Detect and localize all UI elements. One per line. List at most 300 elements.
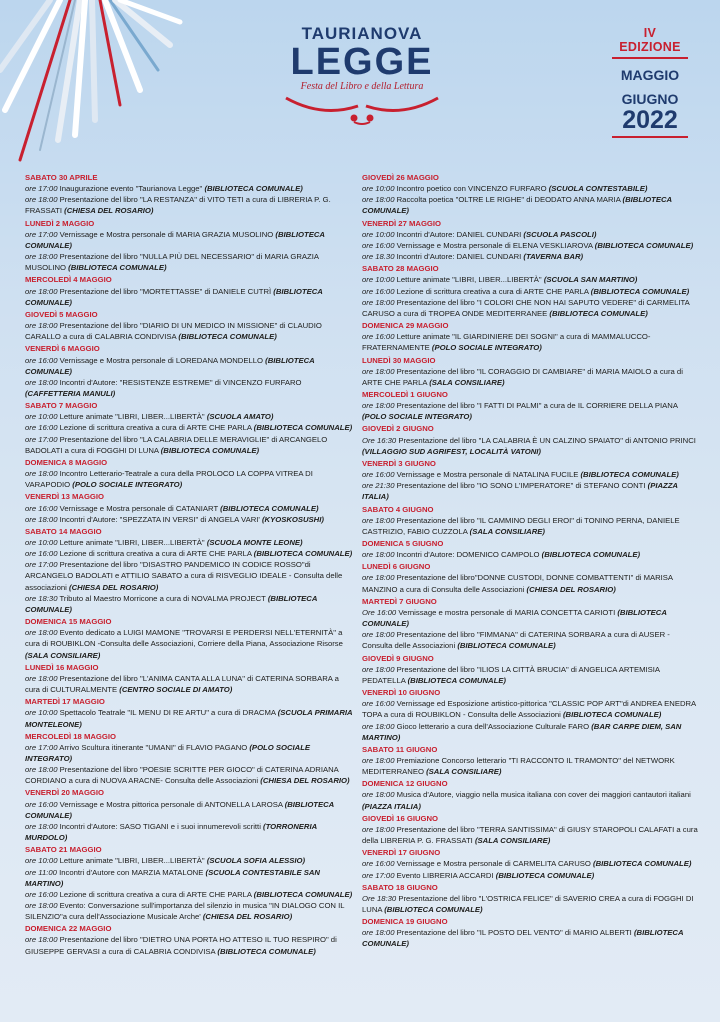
event-venue: (BIBLIOTECA COMUNALE)	[25, 229, 325, 250]
event-description: Presentazione del libro "LA RESTANZA" di VITO TETI a cura di LIBRERIA P. G. FRASSATI	[25, 195, 331, 216]
event-item	[362, 240, 698, 251]
event-time: Ore 16:00	[362, 607, 397, 617]
event-time: ore 18:00	[25, 469, 58, 479]
event-description: Vernissage e Mostra pittorica personale di ANTONELLA LAROSA	[59, 799, 283, 809]
event-day	[362, 596, 698, 652]
event-venue: (BIBLIOTECA COMUNALE)	[541, 550, 641, 560]
event-item	[25, 355, 355, 377]
event-day	[362, 538, 698, 560]
event-time: ore 10:00	[25, 412, 58, 422]
event-item	[362, 789, 698, 811]
event-description: Lezione di scrittura creativa a cura di ARTE CHE PARLA	[59, 423, 252, 433]
event-venue: (BIBLIOTECA COMUNALE)	[25, 593, 318, 614]
event-day	[362, 172, 698, 217]
event-description: Evento dedicato a LUIGI MAMONE "TROVARSI E PERDERSI NELL'ETERNITÀ" a cura di ROUBIKLON -Consulta delle Associazioni, Corriere della Piana, Associazione Risorse	[25, 628, 343, 649]
event-description: Presentazione del libro "IL POSTO DEL VENTO" di MARIO ALBERTI	[396, 928, 632, 938]
event-time: ore 18:30	[25, 593, 58, 603]
event-time: ore 18:00	[362, 721, 395, 731]
event-description: Incontri d'Autore: DOMENICO CAMPOLO	[396, 550, 540, 560]
event-date: MERCOLEDÌ 4 MAGGIO	[25, 275, 112, 285]
event-description: Inaugurazione evento "Taurianova Legge"	[59, 184, 203, 194]
event-time: ore 18:00	[362, 790, 395, 800]
event-time: ore 16:00	[25, 423, 58, 433]
event-venue: (BIBLIOTECA COMUNALE)	[407, 675, 506, 685]
event-item	[25, 251, 355, 273]
event-venue: (CHIESA DEL ROSARIO)	[202, 912, 293, 922]
event-description: Letture animate "LIBRI, LIBER...LIBERTÀ"	[59, 856, 205, 866]
event-day	[362, 778, 698, 811]
event-item	[362, 480, 698, 502]
event-description: Presentazione del libro "ILIOS LA CITTÀ BRUCIA" di ANGELICA ARTEMISIA PEDATELLA	[362, 664, 660, 685]
event-description: Letture animate "IL GIARDINIERE DEI SOGNI" a cura di MAMMALUCCO-FRATERNAMENTE	[362, 332, 651, 353]
event-item	[362, 629, 698, 651]
event-time: ore 17:00	[362, 870, 395, 880]
event-venue: (BIBLIOTECA COMUNALE)	[362, 195, 672, 216]
event-time: ore 16:00	[25, 889, 58, 899]
event-venue: (BIBLIOTECA COMUNALE)	[362, 607, 667, 629]
event-item	[25, 627, 355, 660]
event-day	[25, 343, 355, 399]
event-description: Vernissage e Mostra personale di CARMELITA CARUSO	[396, 859, 591, 869]
event-description: Presentazione del libro "TERRA SANTISSIMA" di GIUSY STAROPOLI CALAFATI a cura della LIBRERIA P. G. FRASSATI	[362, 824, 698, 846]
event-description: Presentazione del libro "NULLA PIÙ DEL NECESSARIO" di MARIA GRAZIA MUSOLINO	[25, 252, 319, 273]
event-time: ore 18:00	[362, 515, 395, 525]
event-item	[362, 870, 698, 881]
event-date: LUNEDÌ 16 MAGGIO	[25, 662, 99, 672]
event-venue: (SCUOLA AMATO)	[206, 412, 274, 422]
event-venue: (BIBLIOTECA COMUNALE)	[593, 859, 692, 869]
event-time: ore 18:00	[362, 297, 395, 307]
event-date: LUNEDÌ 30 MAGGIO	[362, 355, 436, 365]
event-description: Evento: Conversazione sull'importanza del silenzio in musica "IN DIALOGO CON IL SILENZIO"a cura dell'Associazione Musicale Arche'	[25, 901, 345, 922]
event-date: VENERDÌ 17 GIUGNO	[362, 848, 441, 858]
event-time: ore 18:00	[25, 935, 58, 945]
event-venue: (SCUOLA PRIMARIA MONTELEONE)	[25, 708, 353, 729]
month-maggio: MAGGIO	[620, 67, 680, 83]
event-time: ore 16:00	[25, 799, 58, 809]
event-day	[362, 561, 698, 594]
event-venue: (BIBLIOTECA COMUNALE)	[362, 928, 684, 949]
event-description: Vernissage e Mostra personale di MARIA GRAZIA MUSOLINO	[59, 229, 274, 239]
event-description: Presentazione del libro "L'ANIMA CANTA ALLA LUNA" di CATERINA SORBARA a cura di CULTURALMENTE	[25, 673, 339, 695]
event-day	[362, 847, 698, 880]
event-description: Letture animate "LIBRI, LIBER...LIBERTÀ"	[396, 275, 542, 285]
event-venue: (BIBLIOTECA COMUNALE)	[253, 423, 353, 433]
event-item	[25, 707, 355, 729]
event-venue: (CHIESA DEL ROSARIO)	[260, 776, 350, 786]
event-time: ore 17:00	[25, 184, 58, 194]
event-time: ore 17:00	[25, 229, 58, 239]
event-time: ore 21:30	[362, 481, 395, 491]
program-left-column	[25, 172, 355, 958]
event-item	[25, 867, 355, 889]
event-item	[362, 286, 698, 297]
event-venue: (CHIESA DEL ROSARIO)	[526, 584, 616, 594]
event-description: Arrivo Scultura itinerante "UMANI" di FLAVIO PAGANO	[59, 742, 248, 752]
event-venue: (TORRONERIA MURDOLO)	[25, 821, 317, 843]
event-day	[362, 218, 698, 263]
event-description: Evento LIBRERIA ACCARDI	[396, 870, 494, 880]
event-venue: (BIBLIOTECA COMUNALE)	[25, 286, 323, 307]
book-swoosh-icon	[282, 94, 442, 126]
event-description: Vernissage e Mostra personale di NATALINA FUCILE	[396, 470, 579, 480]
event-day	[25, 218, 355, 274]
event-item	[25, 183, 355, 194]
event-time: ore 18:00	[362, 824, 395, 834]
event-time: ore 18:00	[362, 550, 395, 560]
event-venue: (BIBLIOTECA COMUNALE)	[562, 710, 662, 720]
event-time: ore 18:00	[362, 630, 395, 640]
event-item	[25, 422, 355, 433]
event-venue: (BIBLIOTECA COMUNALE)	[68, 263, 167, 273]
event-venue: (CAFFETTERIA MANULI)	[25, 388, 116, 398]
event-venue: (POLO SOCIALE INTEGRATO)	[25, 742, 311, 763]
event-venue: (POLO SOCIALE INTEGRATO)	[72, 480, 183, 490]
event-time: ore 18.30	[362, 252, 395, 262]
event-time: ore 11:00	[25, 867, 57, 877]
event-time: ore 16:00	[362, 332, 395, 342]
event-date: GIOVEDÌ 2 GIUGNO	[362, 424, 434, 434]
event-item	[25, 799, 355, 821]
event-venue: (CENTRO SOCIALE DI AMATO)	[119, 685, 233, 695]
event-item	[362, 549, 698, 560]
open-book-illustration	[0, 0, 200, 165]
event-day	[25, 844, 355, 922]
event-description: Presentazione del libro "DISASTRO PANDEMICO IN CODICE ROSSO"di ARCANGELO BADOLATI e ATTILIO SABATO a cura di RISVEGLIO IDEALE - Consulta delle associazioni	[25, 560, 343, 592]
event-venue: (BIBLIOTECA COMUNALE)	[253, 889, 353, 899]
event-venue: (SALA CONSILIARE)	[426, 767, 502, 777]
event-description: Incontri d'Autore con MARZIA MATALONE	[59, 867, 204, 877]
event-item	[25, 514, 355, 525]
event-item	[25, 889, 355, 900]
event-date: MERCOLEDÌ 1 GIUGNO	[362, 389, 448, 399]
event-item	[362, 435, 698, 457]
event-time: ore 17:00	[25, 742, 58, 752]
event-description: Premiazione Concorso letterario "TI RACCONTO IL TRAMONTO" del NETWORK MEDITERRANEO	[362, 755, 675, 777]
event-date: VENERDÌ 3 GIUGNO	[362, 458, 436, 468]
event-time: ore 10:00	[25, 538, 58, 547]
event-day	[362, 916, 698, 949]
event-date: SABATO 18 GIUGNO	[362, 882, 438, 892]
event-item	[25, 934, 355, 956]
event-time: ore 16:00	[362, 470, 395, 480]
event-venue: (SCUOLA PASCOLI)	[523, 229, 597, 239]
event-time: ore 18:00	[25, 901, 58, 910]
event-venue: (BIBLIOTECA COMUNALE)	[580, 470, 679, 480]
event-day	[362, 389, 698, 422]
event-date: LUNEDÌ 6 GIUGNO	[362, 562, 431, 572]
event-description: Presentazione del libro "DIARIO DI UN MEDICO IN MISSIONE" di CLAUDIO CARALLO a cura di CALABRIA CONDIVISA	[25, 321, 322, 342]
logo-subtitle: Festa del Libro e della Lettura	[300, 81, 424, 92]
event-item	[362, 297, 698, 319]
event-item	[362, 607, 698, 629]
event-time: ore 17:00	[25, 434, 58, 444]
event-time: ore 16:00	[362, 859, 395, 869]
event-description: Incontri d'Autore: SASO TIGANI e i suoi innumerevoli scritti	[59, 821, 261, 831]
event-day	[25, 309, 355, 342]
event-date: MERCOLEDÌ 18 MAGGIO	[25, 731, 116, 741]
event-date: DOMENICA 22 MAGGIO	[25, 924, 112, 934]
event-date: VENERDÌ 6 MAGGIO	[25, 344, 100, 354]
event-venue: (PIAZZA ITALIA)	[362, 481, 678, 502]
event-date: DOMENICA 19 GIUGNO	[362, 917, 448, 927]
event-date: VENERDÌ 20 MAGGIO	[25, 788, 105, 798]
event-description: Incontri d'Autore: DANIEL CUNDARI	[396, 252, 522, 262]
event-description: Presentazione del libro "MORTETTASSE" di DANIELE CUTRÌ	[59, 286, 272, 296]
event-item	[25, 742, 355, 764]
event-venue: (SALA CONSILIARE)	[429, 377, 505, 387]
event-item	[362, 515, 698, 537]
event-venue: (CHIESA DEL ROSARIO)	[69, 582, 159, 592]
event-description: Presentazione del libro "DIETRO UNA PORTA HO ATTESO IL TUO RESPIRO" di GIUSEPPE GERVASI a cura di CALABRIA CONDIVISA	[25, 935, 337, 956]
event-date: SABATO 4 GIUGNO	[362, 504, 434, 514]
event-description: Letture animate "LIBRI, LIBER...LIBERTÀ"	[59, 412, 205, 422]
event-venue: (BIBLIOTECA COMUNALE)	[253, 549, 353, 559]
event-venue: (SCUOLA MONTE LEONE)	[206, 538, 303, 547]
event-day	[25, 923, 355, 956]
event-item	[25, 764, 355, 786]
event-time: ore 16:00	[362, 240, 395, 250]
event-time: ore 17:00	[25, 560, 58, 570]
event-item	[25, 320, 355, 342]
event-description: Lezione di scrittura creativa a cura di ARTE CHE PARLA	[396, 286, 589, 296]
logo-line-2: LEGGE	[290, 41, 434, 83]
event-description: Vernissage e Mostra personale di ELENA VESKLIAROVA	[396, 240, 593, 250]
event-time: Ore 16:30	[362, 435, 397, 445]
event-description: Lezione di scrittura creativa a cura di ARTE CHE PARLA	[59, 889, 252, 899]
event-day	[25, 172, 355, 217]
event-venue: (PIAZZA ITALIA)	[362, 801, 421, 811]
event-time: ore 18:00	[25, 286, 58, 296]
event-description: Vernissage e Mostra personale di CATANIART	[59, 503, 219, 513]
event-item	[362, 893, 698, 915]
event-time: ore 18:00	[25, 195, 58, 205]
edition-box	[612, 26, 688, 138]
event-item	[25, 229, 355, 251]
event-date: DOMENICA 29 MAGGIO	[362, 321, 449, 331]
event-day	[25, 457, 355, 490]
event-description: Presentazione del libro "LA CALABRIA È UN CALZINO SPAIATO" di ANTONIO PRINCI	[398, 435, 696, 445]
event-date: SABATO 7 MAGGIO	[25, 401, 98, 411]
event-item	[25, 411, 355, 422]
event-description: Incontro Letterario-Teatrale a cura della PROLOCO LA COPPA VITREA DI VARAPODIO	[25, 469, 313, 490]
event-venue: (POLO SOCIALE INTEGRATO)	[362, 412, 472, 422]
event-time: ore 18:00	[362, 366, 395, 376]
event-day	[362, 458, 698, 503]
event-date: DOMENICA 8 MAGGIO	[25, 457, 108, 467]
event-time: ore 18:00	[25, 628, 58, 638]
event-time: Ore 18:30	[362, 893, 397, 903]
event-day	[362, 687, 698, 743]
event-item	[362, 229, 698, 240]
event-item	[362, 698, 698, 720]
event-description: Tributo al Maestro Morricone a cura di NOVALMA PROJECT	[59, 593, 266, 603]
event-item	[25, 503, 355, 514]
event-description: Presentazione del libro "IL CORAGGIO DI CAMBIARE" di MARIA MAIOLO a cura di ARTE CHE PARLA	[362, 366, 683, 387]
event-item	[362, 469, 698, 480]
event-time: ore 18:00	[25, 673, 58, 683]
event-day	[25, 616, 355, 661]
event-date: SABATO 30 APRILE	[25, 173, 98, 182]
event-description: Raccolta poetica "OLTRE LE RIGHE" di DEODATO ANNA MARIA	[396, 195, 621, 205]
event-time: ore 10:00	[25, 708, 58, 718]
event-day	[25, 526, 355, 615]
event-venue: (BIBLIOTECA COMUNALE)	[178, 332, 277, 342]
event-description: Gioco letterario a cura dell'Associazione Culturale FARO	[396, 721, 590, 731]
event-venue: (SCUOLA CONTESTABILE)	[548, 184, 648, 194]
event-venue: (BIBLIOTECA COMUNALE)	[384, 905, 483, 914]
event-item	[25, 593, 355, 615]
event-date: VENERDÌ 27 MAGGIO	[362, 218, 442, 228]
event-item	[362, 183, 698, 194]
event-date: GIOVEDÌ 9 GIUGNO	[362, 653, 434, 663]
event-date: LUNEDÌ 2 MAGGIO	[25, 218, 95, 228]
event-date: VENERDÌ 13 MAGGIO	[25, 492, 105, 502]
event-description: Presentazione del libro"DONNE CUSTODI, DONNE COMBATTENTI" di MARISA MANZINO a cura di Consulta delle Associazioni	[362, 573, 673, 594]
event-venue: (BIBLIOTECA COMUNALE)	[25, 355, 315, 376]
event-venue: (SCUOLA CONTESTABILE SAN MARTINO)	[25, 867, 320, 888]
event-description: Presentazione del libro "L'OSTRICA FELICE" di SAVERIO CREA a cura di FOGGHI DI LUNA	[362, 893, 694, 914]
event-item	[362, 366, 698, 388]
event-item	[362, 572, 698, 594]
event-item	[25, 537, 355, 548]
event-venue: (BIBLIOTECA COMUNALE)	[160, 445, 260, 455]
event-description: Vernissage e Mostra personale di LOREDANA MONDELLO	[59, 355, 264, 365]
event-day	[25, 731, 355, 787]
event-venue: (BIBLIOTECA COMUNALE)	[594, 240, 694, 250]
event-day	[362, 744, 698, 777]
event-day	[362, 263, 698, 319]
event-venue: (BIBLIOTECA COMUNALE)	[204, 184, 303, 194]
event-time: ore 18:00	[25, 821, 58, 831]
event-description: Presentazione del libro "IO SONO L'IMPERATORE" di STEFANO CONTI	[396, 481, 646, 491]
event-time: ore 18:00	[362, 573, 395, 583]
event-venue: (BIBLIOTECA COMUNALE)	[220, 503, 319, 513]
event-item	[25, 559, 355, 592]
event-description: Presentazione del libro "I COLORI CHE NON HAI SAPUTO VEDERE" di CARMELITA CARUSO a cura di TROPEA ONDE MEDITERRANEE	[362, 297, 690, 318]
event-time: ore 18:00	[362, 664, 395, 674]
event-description: Musica d'Autore, viaggio nella musica italiana con cover dei maggiori cantautori italiani	[396, 790, 691, 800]
event-time: ore 16:00	[25, 549, 58, 559]
event-time: ore 10:00	[362, 229, 395, 239]
event-day	[362, 423, 698, 456]
event-item	[25, 855, 355, 866]
event-description: Incontro poetico con VINCENZO FURFARO	[396, 184, 547, 194]
event-time: ore 18:00	[25, 514, 58, 524]
event-description: Incontri d'Autore: "SPEZZATA IN VERSI" di ANGELA VARI'	[59, 514, 260, 524]
event-time: ore 10:00	[25, 856, 58, 866]
event-time: ore 10:00	[362, 184, 395, 194]
event-day	[362, 320, 698, 353]
event-venue: (BIBLIOTECA COMUNALE)	[495, 870, 595, 880]
event-date: DOMENICA 12 GIUGNO	[362, 779, 448, 789]
event-time: ore 18:00	[362, 755, 395, 765]
event-venue: (CHIESA DEL ROSARIO)	[64, 206, 154, 216]
event-venue: (BIBLIOTECA COMUNALE)	[217, 946, 316, 956]
event-time: ore 16:00	[362, 286, 395, 296]
event-item	[362, 755, 698, 777]
event-time: ore 18:00	[25, 252, 58, 262]
event-venue: (POLO SOCIALE INTEGRATO)	[431, 343, 542, 353]
event-date: DOMENICA 15 MAGGIO	[25, 617, 112, 627]
event-day	[362, 813, 698, 846]
event-item	[362, 331, 698, 353]
event-item	[362, 664, 698, 686]
event-description: Presentazione del libro "POESIE SCRITTE PER GIOCO" di CATERINA ADRIANA CORDIANO a cura di NUOVA ARACNE- Consulta delle Associazioni	[25, 765, 339, 786]
event-day	[25, 662, 355, 695]
event-description: Vernissage ed Esposizione artistico-pittorica "CLASSIC POP ART"di ANDREA ENEDRA TOPA a cura di ROUBIKLON - Consulta delle Associazioni	[362, 699, 696, 720]
event-day	[362, 882, 698, 915]
event-item	[25, 900, 355, 922]
event-date: GIOVEDÌ 16 GIUGNO	[362, 813, 439, 823]
event-description: Presentazione del libro "IL CAMMINO DEGLI EROI" di TONINO PERNA, DANIELE CASTRIZIO, FABIO CUZZOLA	[362, 515, 680, 536]
event-item	[362, 721, 698, 743]
event-item	[362, 858, 698, 869]
event-day	[25, 400, 355, 456]
event-date: SABATO 28 MAGGIO	[362, 264, 439, 274]
event-description: Presentazione del libro "LA CALABRIA DELLE MERAVIGLIE" di ARCANGELO BADOLATI a cura di FOGGHI DI LUNA	[25, 434, 328, 455]
event-description: Presentazione del libro "I FATTI DI PALMI" a cura de IL CORRIERE DELLA PIANA	[396, 401, 678, 411]
event-description: Lezione di scrittura creativa a cura di ARTE CHE PARLA	[59, 549, 252, 559]
event-time: ore 18:00	[25, 765, 58, 775]
event-day	[25, 491, 355, 524]
event-item	[25, 434, 355, 456]
event-item	[362, 274, 698, 285]
event-date: GIOVEDÌ 26 MAGGIO	[362, 173, 439, 182]
event-venue: (KYOSKOSUSHI)	[262, 514, 324, 524]
event-item	[362, 194, 698, 216]
event-time: ore 18:00	[362, 401, 395, 411]
event-item	[362, 251, 698, 262]
event-venue: (TAVERNA BAR)	[523, 252, 584, 262]
event-item	[362, 824, 698, 846]
program-right-column	[362, 172, 698, 951]
event-venue: (BAR CARPE DIEM, SAN MARTINO)	[362, 721, 682, 742]
event-item	[25, 673, 355, 695]
event-description: Presentazione del libro "FIMMANA" di CATERINA SORBARA a cura di AUSER - Consulta delle Associazioni	[362, 630, 670, 651]
event-venue: (SALA CONSILIARE)	[474, 836, 551, 846]
event-venue: (SALA CONSILIARE)	[469, 526, 545, 536]
event-venue: (BIBLIOTECA COMUNALE)	[457, 641, 556, 651]
event-venue: (SALA CONSILIARE)	[25, 650, 101, 660]
event-venue: (BIBLIOTECA COMUNALE)	[590, 286, 690, 296]
event-time: ore 18:00	[25, 377, 58, 387]
event-description: Letture animate "LIBRI, LIBER...LIBERTÀ"	[59, 538, 205, 547]
festival-logo	[282, 24, 442, 126]
event-description: Incontri d'Autore: DANIEL CUNDARI	[396, 229, 522, 239]
event-venue: (VILLAGGIO SUD AGRIFEST, LOCALITÀ VATONI)	[362, 446, 541, 456]
event-day	[362, 504, 698, 537]
event-day	[25, 274, 355, 307]
year: 2022	[612, 107, 688, 138]
event-time: ore 18:00	[25, 321, 58, 331]
logo-line-1: TAURIANOVA	[301, 24, 423, 43]
event-item	[25, 821, 355, 843]
event-time: ore 18:00	[362, 195, 395, 205]
event-day	[362, 653, 698, 686]
event-time: ore 16:00	[25, 355, 58, 365]
event-description: Vernissage e mostra personale di MARIA CONCETTA CARIOTI	[398, 607, 616, 617]
event-description: Spettacolo Teatrale "IL MENU DI RE ARTU" a cura di DRACMA	[59, 708, 276, 718]
event-time: ore 16:00	[25, 503, 58, 513]
event-item	[25, 194, 355, 216]
event-date: SABATO 21 MAGGIO	[25, 845, 102, 855]
event-item	[25, 468, 355, 490]
event-time: ore 18:00	[362, 928, 395, 938]
event-item	[25, 286, 355, 308]
edition-label: IV EDIZIONE	[612, 26, 688, 59]
event-item	[25, 548, 355, 559]
